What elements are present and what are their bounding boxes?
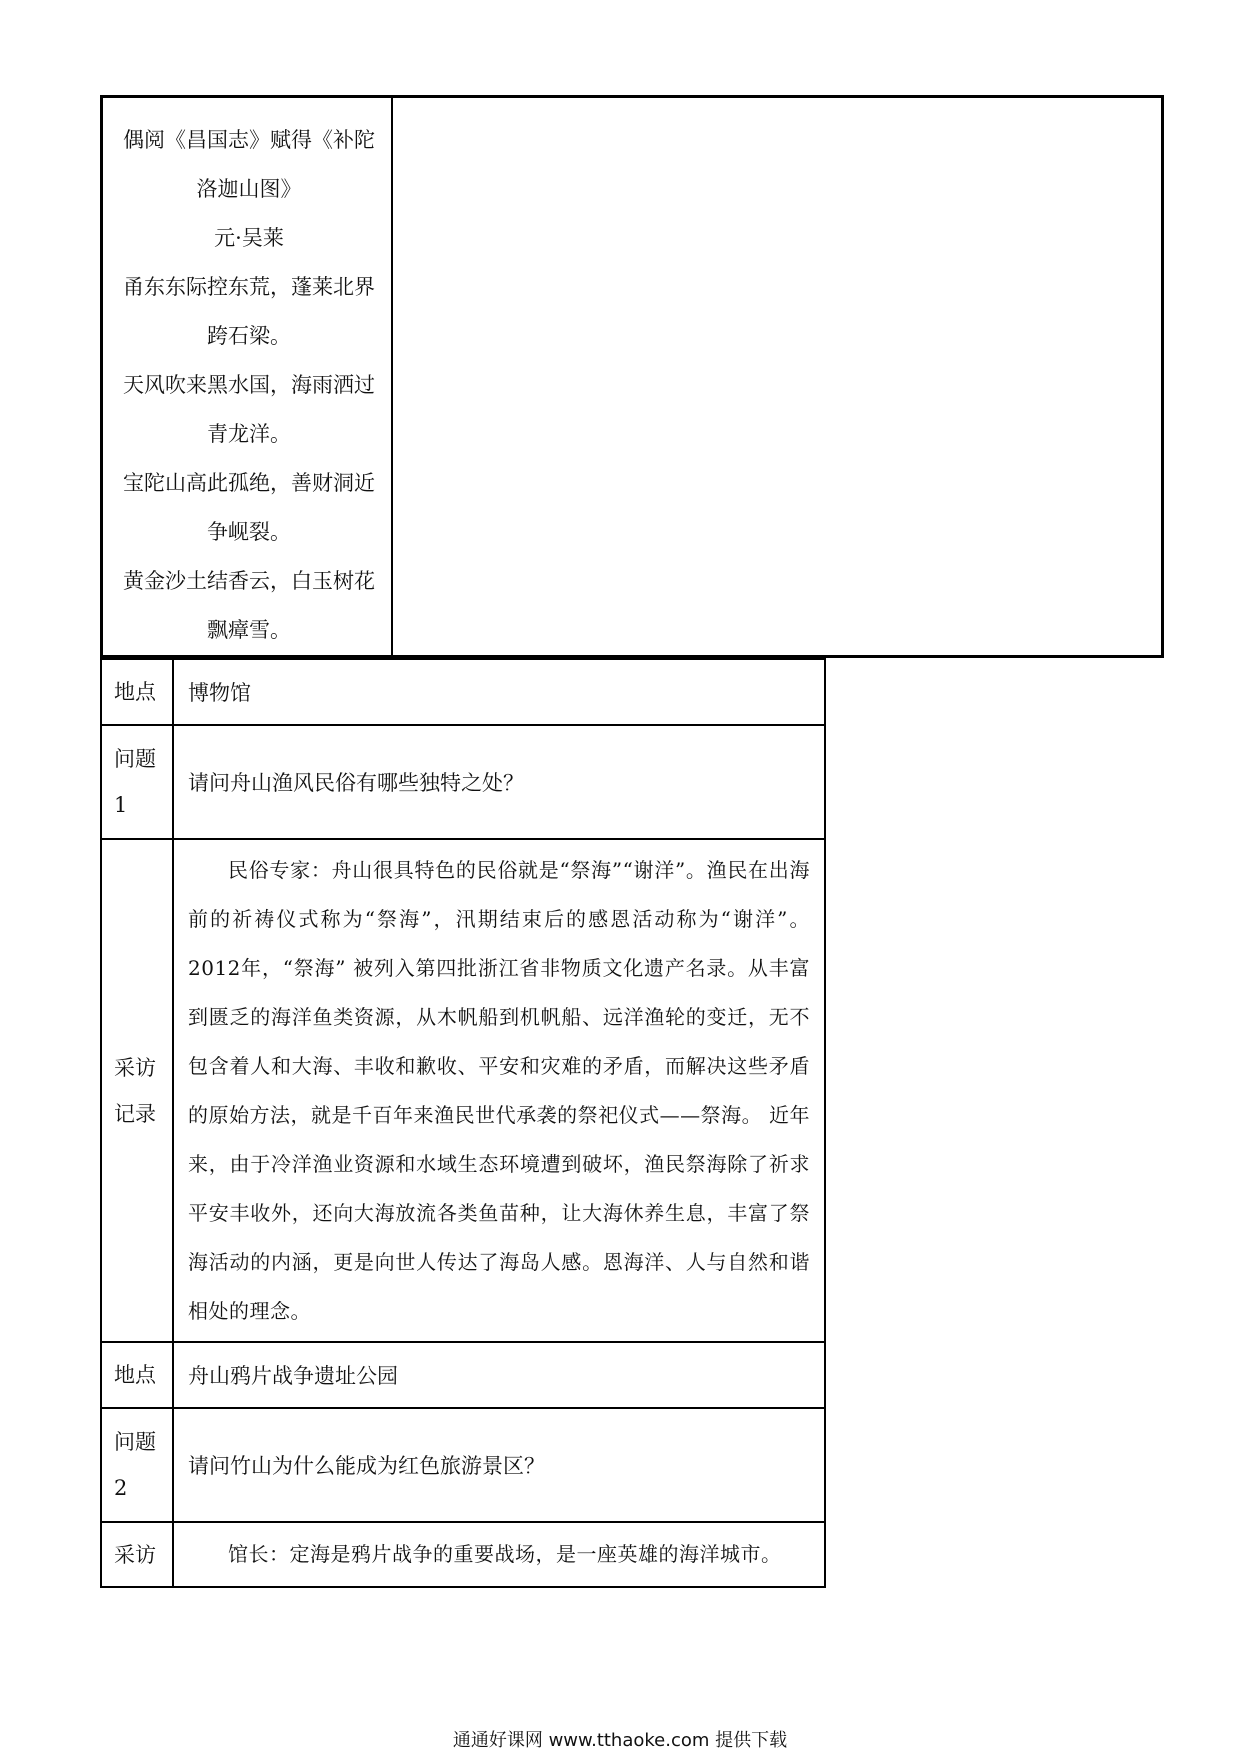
footer-credit: 通通好课网 www.tthaoke.com 提供下载 [452,1730,788,1751]
question-text: 请问竹山为什么能成为红色旅游景区？ [173,1408,825,1522]
record-label-line2: 记录 [114,1101,156,1126]
couplet-first-half: 黄金沙土结香云，白玉树花 [123,569,375,593]
poem-title-line2: 洛迦山图》 [196,177,302,201]
question-text: 请问舟山渔风民俗有哪些独特之处？ [173,725,825,839]
location-value: 舟山鸦片战争遗址公园 [173,1342,825,1408]
couplet-second-half: 争岘裂。 [207,520,291,544]
couplet-second-half: 跨石梁。 [207,324,291,348]
poem-couplet [115,361,383,459]
location-value: 博物馆 [173,659,825,725]
record-text: 馆长：定海是鸦片战争的重要战场，是一座英雄的海洋城市。 [228,1542,782,1566]
location-row [101,659,825,725]
record-content [173,1522,825,1587]
question-label [101,725,173,839]
location-row [101,1342,825,1408]
poem-couplet [115,557,383,655]
poem-couplet [115,459,383,557]
location-label: 地点 [101,1342,173,1408]
couplet-second-half: 飘瘴雪。 [207,618,291,642]
empty-cell [393,98,1161,655]
poem-table [100,95,1164,658]
couplet-first-half: 宝陀山高此孤绝，善财洞近 [123,471,375,495]
couplet-first-half: 甬东东际控东荒，蓬莱北界 [123,275,375,299]
question-row [101,725,825,839]
poem-title-line1: 偶阅《昌国志》赋得《补陀 [123,128,375,152]
question-label-text: 问题 [114,747,156,771]
couplet-first-half: 天风吹来黑水国，海雨洒过 [123,373,375,397]
record-row [101,1522,825,1587]
poem-author: 元·吴莱 [214,226,284,250]
poem-cell [103,98,393,655]
couplet-second-half: 青龙洋。 [207,422,291,446]
question-label [101,1408,173,1522]
record-row [101,839,825,1342]
question-number: 2 [114,1476,128,1500]
record-label-line1: 采访 [114,1055,156,1080]
record-label: 采访 [101,1522,173,1587]
question-label-text: 问题 [114,1430,156,1454]
interview-table [100,658,826,1588]
question-row [101,1408,825,1522]
location-label: 地点 [101,659,173,725]
record-content [173,839,825,1342]
poem-title [115,116,383,214]
record-text: 民俗专家：舟山很具特色的民俗就是“祭海”“谢洋”。渔民在出海前的祈祷仪式称为“祭海”，汛期结束后的感恩活动称为“谢洋”。2012年，“祭海” 被列入第四批浙江省非物质文化遗产名录。从丰富到匮乏的海洋鱼类资源，从木帆船到机帆船、远洋渔轮的变迁，无不包含着人和大海、丰收和歉收、平安和灾难的矛盾，而解决这些矛盾的原始方法，就是千百年来渔民世代承袭的祭祀仪式——祭海。 近年来，由于冷洋渔业资源和水域生态环境遭到破坏，渔民祭海除了祈求平安丰收外，还向大海放流各类鱼苗种，让大海休养生息，丰富了祭海活动的内涵，更是向世人传达了海岛人感。恩海洋、人与自然和谐相处的理念。 [188,857,810,1323]
question-number: 1 [114,793,128,817]
poem-couplet [115,263,383,361]
record-label [101,839,173,1342]
